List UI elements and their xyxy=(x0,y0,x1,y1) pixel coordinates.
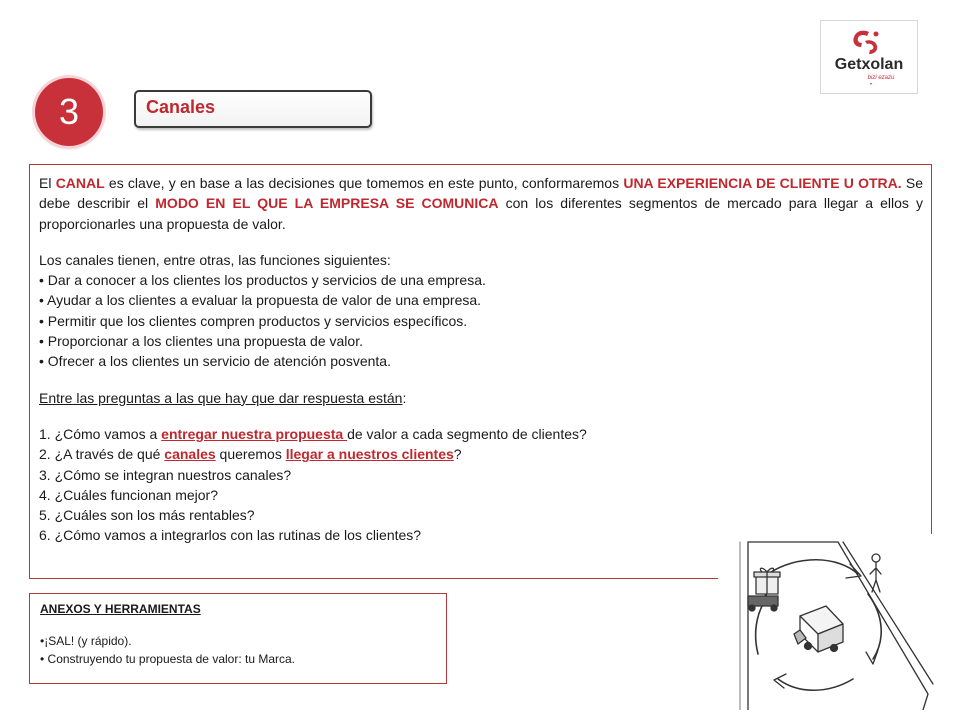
highlight-modo: MODO EN EL QUE LA EMPRESA SE COMUNICA xyxy=(155,195,499,212)
highlight-experiencia: UNA EXPERIENCIA DE CLIENTE U OTRA. xyxy=(623,175,902,191)
q1-text-c: de valor a cada segmento de clientes? xyxy=(347,425,587,442)
intro-text-4: con los diferentes segmentos de mercado para llegar a ellos y proporcionarles una propuesta de valor. xyxy=(39,195,923,232)
intro-text-1: El xyxy=(39,175,56,191)
question-5: 5. ¿Cuáles son los más rentables? xyxy=(39,507,255,524)
intro-text-2: es clave, y en base a las decisiones que tomemos en este punto, conformaremos xyxy=(104,175,624,191)
question-4: 4. ¿Cuáles funcionan mejor? xyxy=(39,486,218,503)
annex-title: ANEXOS Y HERRAMIENTAS xyxy=(40,602,201,616)
truck-icon xyxy=(794,606,843,652)
question-1 xyxy=(39,424,923,444)
questions-lead xyxy=(39,388,923,408)
question-6: 6. ¿Cómo vamos a integrarlos con las rutinas de los clientes? xyxy=(39,527,422,544)
function-item: • Ofrecer a los clientes un servicio de atención posventa. xyxy=(39,353,391,370)
q2-text-a: 2. ¿A través de qué xyxy=(39,446,165,463)
questions-lead-colon: : xyxy=(402,389,407,406)
intro-text-3: Se debe describir el xyxy=(39,175,924,212)
function-item: • Permitir que los clientes compren productos y servicios específicos. xyxy=(39,312,468,329)
q1-text-a: 1. ¿Cómo vamos a xyxy=(39,425,162,442)
section-title: Canales xyxy=(146,97,216,117)
step-number-badge: 3 xyxy=(35,78,103,146)
question-2 xyxy=(39,444,923,464)
functions-lead: Los canales tienen, entre otras, las funciones siguientes: xyxy=(39,251,391,268)
function-item: • Dar a conocer a los clientes los productos y servicios de una empresa. xyxy=(39,272,486,289)
q2-highlight-canales: canales xyxy=(164,446,216,463)
annex-box xyxy=(29,593,447,684)
logo-tagline: bizi ezazu xyxy=(867,75,895,81)
channels-illustration xyxy=(718,534,942,710)
q2-highlight-llegar: llegar a nuestros clientes xyxy=(285,446,454,463)
questions-lead-text: Entre las preguntas a las que hay que dar respuesta están xyxy=(39,389,403,406)
section-title-box xyxy=(134,90,372,128)
highlight-canal: CANAL xyxy=(55,175,105,191)
main-content-box xyxy=(29,164,932,579)
q1-highlight: entregar nuestra propuesta xyxy=(161,425,348,442)
intro-paragraph xyxy=(39,173,923,234)
q2-text-e: ? xyxy=(453,446,462,463)
q2-text-c: queremos xyxy=(215,446,286,463)
question-3: 3. ¿Cómo se integran nuestros canales? xyxy=(39,466,292,483)
function-item: • Ayudar a los clientes a evaluar la propuesta de valor de una empresa. xyxy=(39,292,482,309)
annex-item: • Construyendo tu propuesta de valor: tu Marca. xyxy=(40,652,296,666)
getxolan-logo xyxy=(820,20,918,94)
gift-icon xyxy=(748,568,780,611)
annex-item: •¡SAL! (y rápido). xyxy=(40,634,132,648)
function-item: • Proporcionar a los clientes una propuesta de valor. xyxy=(39,333,363,350)
logo-mark-icon xyxy=(853,31,878,54)
logo-text: Getxolan xyxy=(834,56,904,73)
